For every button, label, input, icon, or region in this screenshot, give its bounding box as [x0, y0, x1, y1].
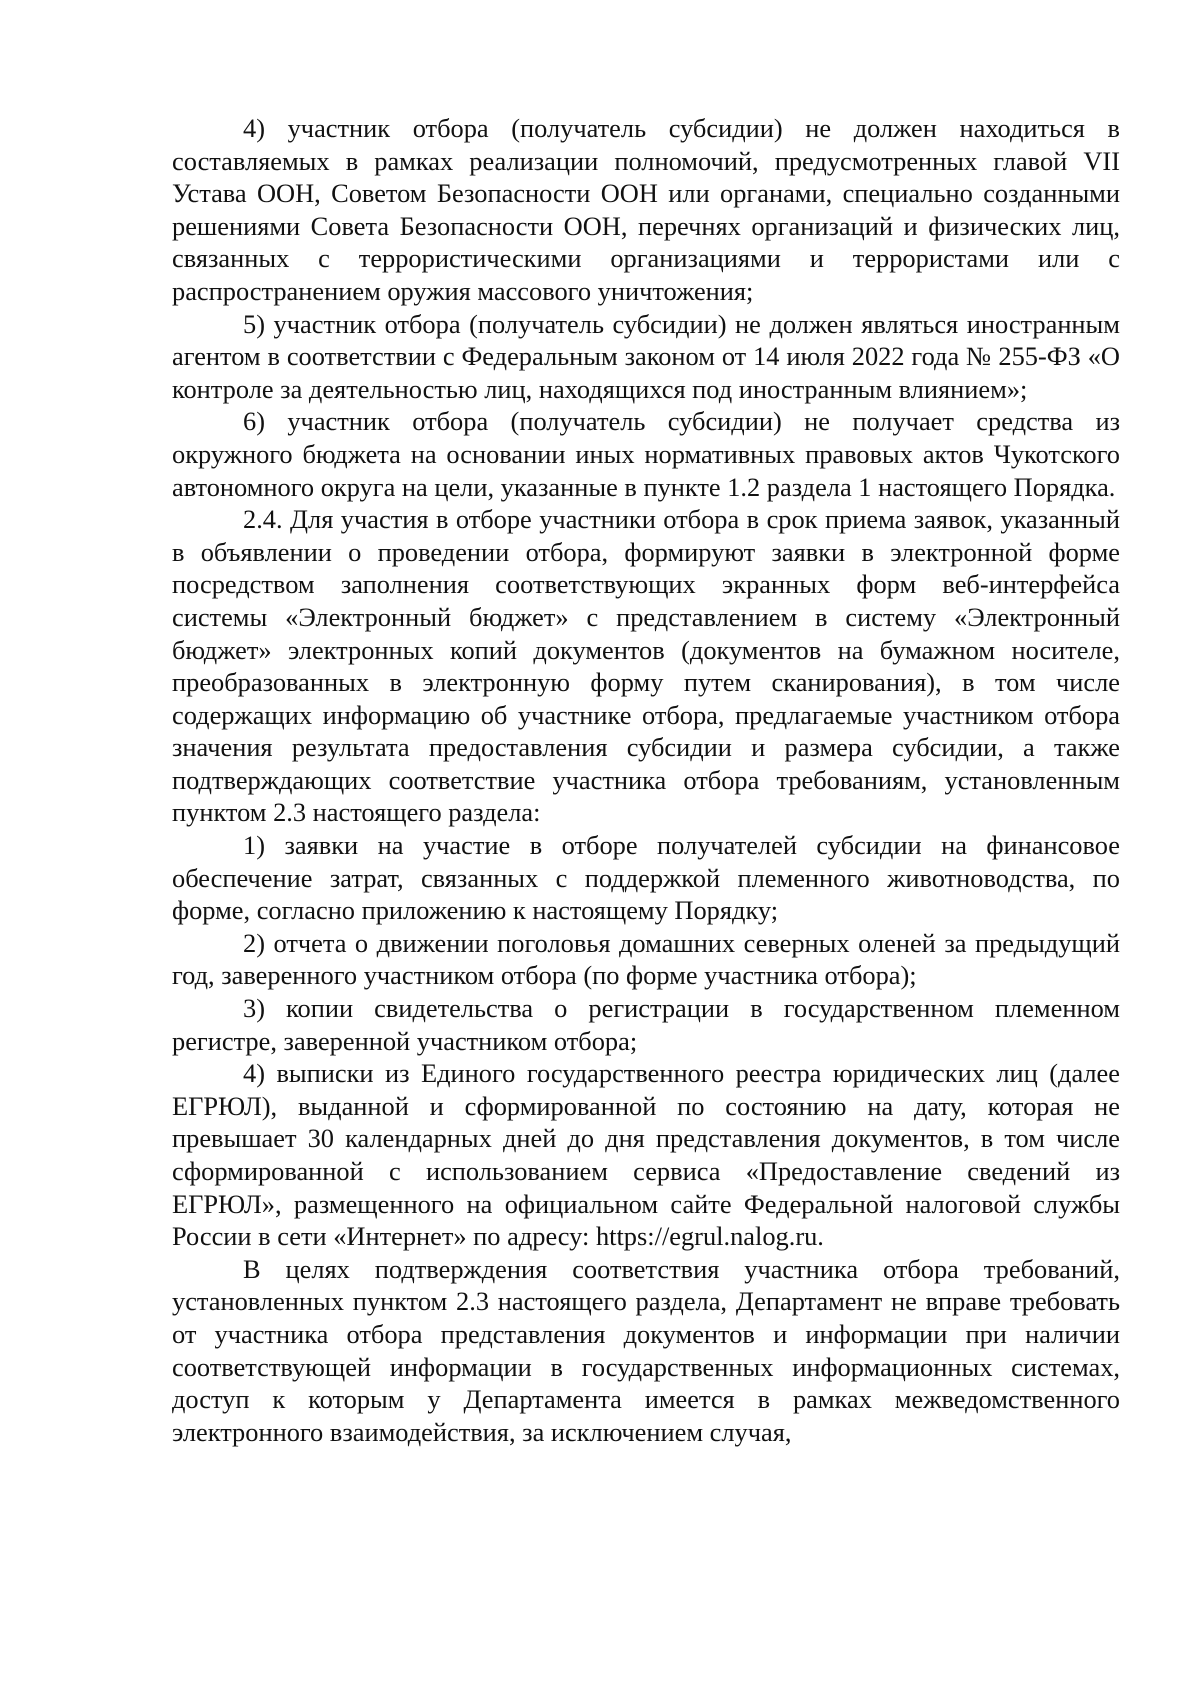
- paragraph-doc-1-application: 1) заявки на участие в отборе получателей субсидии на финансовое обеспечение затрат, связанных с поддержкой племенного животноводства, по форме, согласно приложению к настоящему Порядку;: [172, 830, 1120, 926]
- paragraph-item-6-budget-funds: 6) участник отбора (получатель субсидии) не получает средства из окружного бюджета на основании иных нормативных правовых актов Чукотского автономного округа на цели, указанные в пункте 1.2 раздела 1 настоящего Порядка.: [172, 406, 1120, 502]
- paragraph-doc-4-egrul-extract: 4) выписки из Единого государственного реестра юридических лиц (далее ЕГРЮЛ), выданной и сформированной по состоянию на дату, которая не превышает 30 календарных дней до дня представления документов, в том числе сформированной с использованием сервиса «Предоставление сведений из ЕГРЮЛ», размещенного на официальном сайте Федеральной налоговой службы России в сети «Интернет» по адресу: https://egrul.nalog.ru.: [172, 1058, 1120, 1252]
- document-body: [172, 112, 1120, 1448]
- paragraph-item-5-foreign-agent: 5) участник отбора (получатель субсидии) не должен являться иностранным агентом в соответствии с Федеральным законом от 14 июля 2022 года № 255-ФЗ «О контроле за деятельностью лиц, находящихся под иностранным влиянием»;: [172, 308, 1120, 404]
- paragraph-doc-3-breeding-register: 3) копии свидетельства о регистрации в государственном племенном регистре, заверенной участником отбора;: [172, 993, 1120, 1056]
- paragraph-verification: В целях подтверждения соответствия участника отбора требований, установленных пунктом 2.3 настоящего раздела, Департамент не вправе требовать от участника отбора представления документов и информации при наличии соответствующей информации в государственных информационных системах, доступ к которым у Департамента имеется в рамках межведомственного электронного взаимодействия, за исключением случая,: [172, 1253, 1120, 1447]
- paragraph-section-2-4: 2.4. Для участия в отборе участники отбора в срок приема заявок, указанный в объявлении о проведении отбора, формируют заявки в электронной форме посредством заполнения соответствующих экранных форм веб-интерфейса системы «Электронный бюджет» с представлением в систему «Электронный бюджет» электронных копий документов (документов на бумажном носителе, преобразованных в электронную форму путем сканирования), в том числе содержащих информацию об участнике отбора, предлагаемые участником отбора значения результата предоставления субсидии и размера субсидии, а также подтверждающих соответствие участника отбора требованиям, установленным пунктом 2.3 настоящего раздела:: [172, 504, 1120, 828]
- paragraph-doc-2-livestock-report: 2) отчета о движении поголовья домашних северных оленей за предыдущий год, заверенного участником отбора (по форме участника отбора);: [172, 927, 1120, 991]
- paragraph-item-4-un-lists: 4) участник отбора (получатель субсидии) не должен находиться в составляемых в рамках реализации полномочий, предусмотренных главой VII Устава ООН, Советом Безопасности ООН или органами, специально созданными решениями Совета Безопасности ООН, перечнях организаций и физических лиц, связанных с террористическими организациями и террористами или с распространением оружия массового уничтожения;: [172, 113, 1120, 306]
